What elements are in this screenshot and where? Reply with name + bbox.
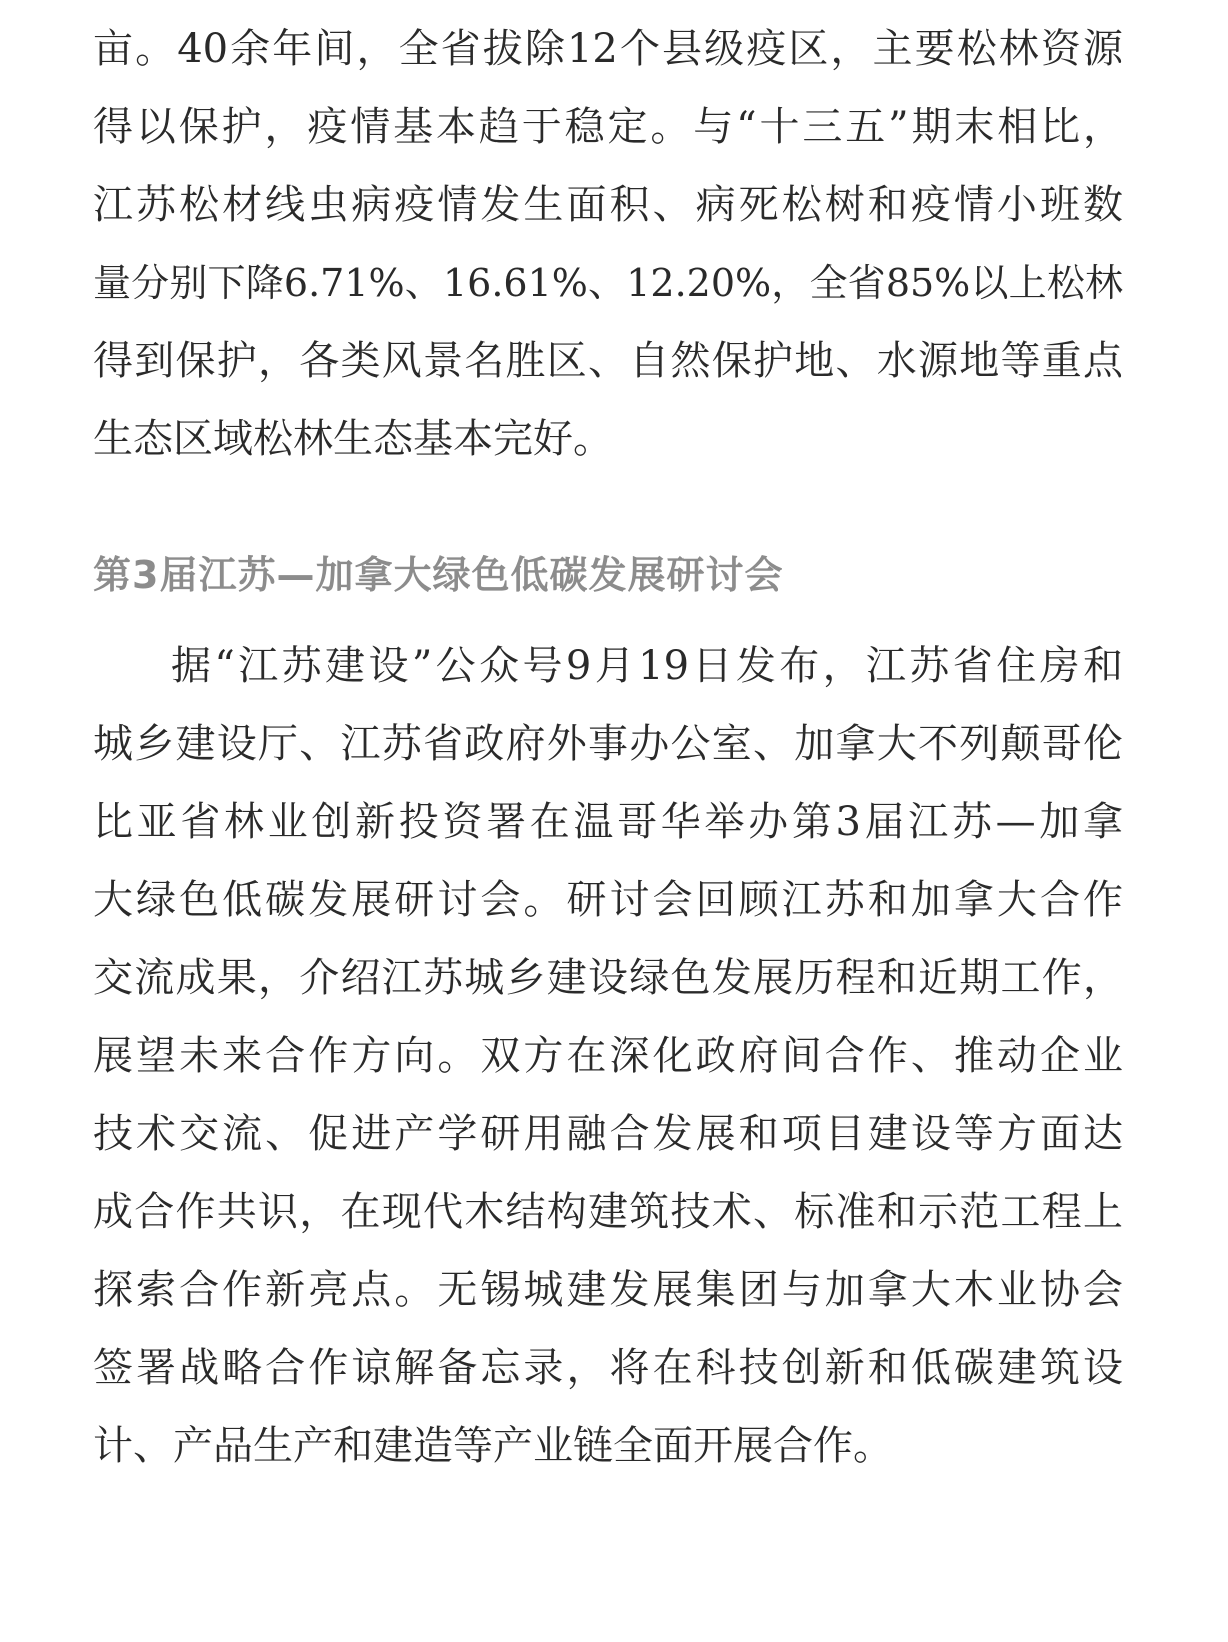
text-line: 江苏松材线虫病疫情发生面积、病死松树和疫情小班数 bbox=[93, 182, 1123, 228]
text-line: 据“江苏建设”公众号9月19日发布，江苏省住房和 bbox=[171, 643, 1123, 689]
text-line: 亩。40余年间，全省拔除12个县级疫区，主要松林资源 bbox=[93, 26, 1123, 72]
text-line: 得到保护，各类风景名胜区、自然保护地、水源地等重点 bbox=[93, 338, 1123, 384]
text-line: 比亚省林业创新投资署在温哥华举办第3届江苏—加拿 bbox=[93, 799, 1123, 845]
text-line: 生态区域松林生态基本完好。 bbox=[93, 416, 613, 462]
text-line: 城乡建设厅、江苏省政府外事办公室、加拿大不列颠哥伦 bbox=[93, 721, 1123, 767]
section-heading: 第3届江苏—加拿大绿色低碳发展研讨会 bbox=[93, 553, 784, 597]
text-line: 技术交流、促进产学研用融合发展和项目建设等方面达 bbox=[93, 1111, 1123, 1157]
paragraph-1 bbox=[93, 10, 1123, 478]
text-line: 签署战略合作谅解备忘录，将在科技创新和低碳建筑设 bbox=[93, 1345, 1123, 1391]
text-line: 量分别下降6.71%、16.61%、12.20%，全省85%以上松林 bbox=[93, 261, 1123, 305]
text-line: 探索合作新亮点。无锡城建发展集团与加拿大木业协会 bbox=[93, 1267, 1123, 1313]
text-line: 得以保护，疫情基本趋于稳定。与“十三五”期末相比， bbox=[93, 104, 1123, 150]
paragraph-2 bbox=[93, 627, 1123, 1485]
text-line: 展望未来合作方向。双方在深化政府间合作、推动企业 bbox=[93, 1033, 1123, 1079]
text-line: 大绿色低碳发展研讨会。研讨会回顾江苏和加拿大合作 bbox=[93, 877, 1123, 923]
text-line: 成合作共识，在现代木结构建筑技术、标准和示范工程上 bbox=[93, 1189, 1123, 1235]
text-line: 交流成果，介绍江苏城乡建设绿色发展历程和近期工作， bbox=[93, 955, 1123, 1001]
text-line: 计、产品生产和建造等产业链全面开展合作。 bbox=[93, 1423, 893, 1469]
